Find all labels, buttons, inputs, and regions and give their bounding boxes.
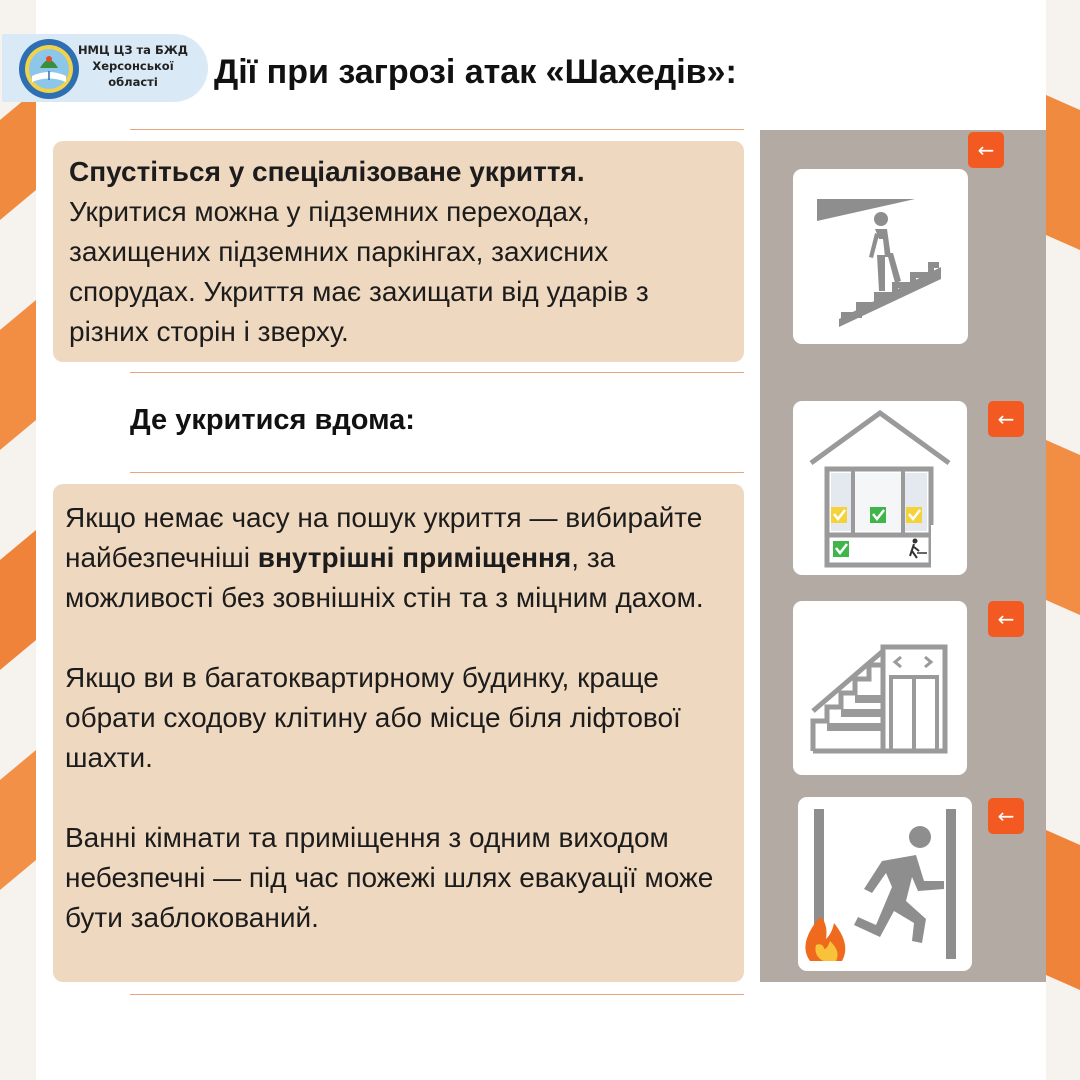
icon-card-shelter (793, 169, 968, 344)
shelter-info-card (53, 141, 744, 362)
right-decorative-stripe (1046, 0, 1080, 1080)
shelter-card-body: Укритися можна у підземних переходах, захищених підземних паркінгах, захисних спорудах. Укриття має захищати від ударів з різних сторін і зверху. (69, 196, 649, 347)
stairwell-elevator-icon (793, 601, 967, 775)
emergency-exit-fire-icon (798, 797, 972, 971)
back-arrow-button[interactable]: ← (988, 601, 1024, 637)
divider-line (130, 129, 744, 130)
home-shelter-card (53, 484, 744, 982)
house-safe-rooms-icon (793, 401, 967, 575)
back-arrow-button[interactable]: ← (968, 132, 1004, 168)
home-card-paragraph-bathrooms: Ванні кімнати та приміщення з одним виходом небезпечні — під час пожежі шлях евакуації може бути заблокований. (65, 822, 714, 933)
divider-line (130, 372, 744, 373)
text-fragment: Якщо немає часу на пошук укриття — вибирайте найбезпечніші (65, 502, 703, 573)
icon-card-home (793, 401, 967, 575)
back-arrow-button[interactable]: ← (988, 798, 1024, 834)
organization-name (74, 42, 192, 90)
divider-line (130, 994, 744, 995)
icon-card-exit (798, 797, 972, 971)
icon-card-stairwell (793, 601, 967, 775)
home-card-paragraph-apartment: Якщо ви в багатоквартирному будинку, краще обрати сходову клітину або місце біля ліфтової шахти. (65, 662, 681, 773)
page-title: Дії при загрозі атак «Шахедів»: (214, 53, 737, 91)
organization-logo-icon (18, 38, 80, 100)
shelter-card-heading: Спустіться у спеціалізоване укриття. (69, 156, 585, 187)
paragraph-spacer (65, 778, 732, 818)
person-descending-stairs-icon (793, 169, 968, 344)
organization-name-line: НМЦ ЦЗ та БЖД (77, 43, 189, 57)
organization-name-line: області (108, 75, 158, 89)
left-decorative-stripe (0, 0, 36, 1080)
back-arrow-button[interactable]: ← (988, 401, 1024, 437)
text-fragment: , за можливості без зовнішніх стін та з міцним дахом. (65, 542, 704, 613)
paragraph-spacer (65, 618, 732, 658)
organization-name-line: Херсонської (92, 59, 174, 73)
emphasis-inner-rooms: внутрішні приміщення (257, 542, 572, 573)
divider-line (130, 472, 744, 473)
home-card-paragraph-inner-rooms (65, 498, 732, 618)
home-shelter-heading: Де укритися вдома: (130, 404, 415, 436)
